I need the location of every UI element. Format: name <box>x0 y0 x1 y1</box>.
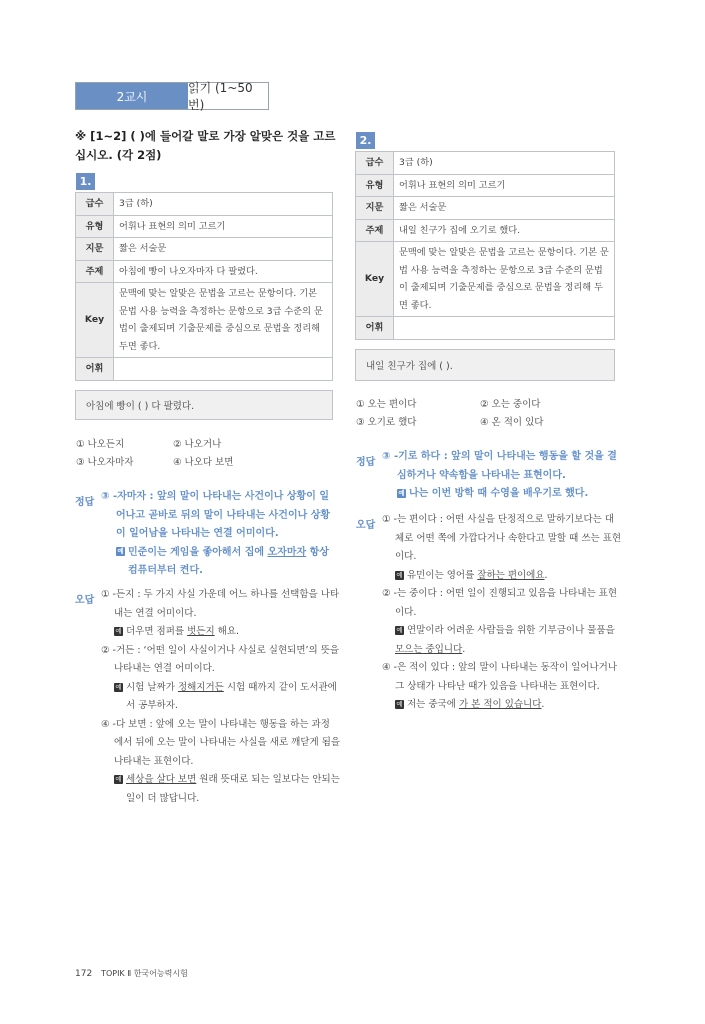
q2-wrong-list <box>382 511 622 715</box>
question-1-prompt: 아침에 빵이 ( ) 다 팔렸다. <box>75 390 333 420</box>
info-row <box>356 317 615 340</box>
q1-answer <box>101 488 341 581</box>
section-title: 읽기 (1~50번) <box>188 83 268 109</box>
info-value <box>114 358 333 381</box>
info-value <box>394 317 615 340</box>
info-key: 지문 <box>76 238 114 261</box>
option[interactable]: ④ 온 적이 있다 <box>480 417 544 428</box>
info-key: 급수 <box>76 193 114 216</box>
wrong-item: ① -든지 : 두 가지 사실 가운데 어느 하나를 선택함을 나타 내는 연결 어미이다. 예 더우면 점퍼를 벗든지 해요. <box>101 589 340 637</box>
info-key: 유형 <box>356 174 394 197</box>
answer-line: ③ -자마자 : 앞의 말이 나타내는 사건이나 상황이 일 <box>101 491 330 502</box>
option[interactable]: ② 나오거나 <box>173 439 222 450</box>
section-header <box>75 82 269 110</box>
info-row <box>356 242 615 317</box>
example-icon: 예 <box>398 488 405 497</box>
info-value: 아침에 빵이 나오자마자 다 팔렸다. <box>114 260 333 283</box>
question-1-number: 1. <box>76 173 95 190</box>
info-value: 3급 (하) <box>114 193 333 216</box>
answer-line: 어나고 곧바로 뒤의 말이 나타내는 사건이나 상황 <box>116 509 331 521</box>
info-key: 지문 <box>356 197 394 220</box>
question-1-info-table <box>75 192 333 381</box>
info-row <box>356 219 615 242</box>
session-label: 2교시 <box>76 83 188 109</box>
option[interactable]: ④ 나오다 보면 <box>173 457 234 468</box>
example-icon: 예 <box>396 570 403 579</box>
option[interactable]: ① 나오든지 <box>76 439 125 450</box>
question-2-number: 2. <box>356 132 375 149</box>
q2-answer <box>382 448 622 504</box>
info-key: Key <box>76 283 114 358</box>
wrong-item: ① -는 편이다 : 어떤 사실을 단정적으로 말하기보다는 대 체로 어떤 쪽에 가깝다거나 속한다고 말할 때 쓰는 표현 이다. 예 유민이는 영어를 잘하는 편이에요. <box>382 514 622 581</box>
page-number: 172 <box>75 969 93 979</box>
answer-line: ③ -기로 하다 : 앞의 말이 나타내는 행동을 할 것을 결 <box>382 451 617 462</box>
info-row <box>76 260 333 283</box>
example-icon: 예 <box>115 775 122 784</box>
info-key: 유형 <box>76 215 114 238</box>
info-value: 짧은 서술문 <box>394 197 615 220</box>
info-key: 주제 <box>76 260 114 283</box>
example-icon: 예 <box>115 682 122 691</box>
info-value: 문맥에 맞는 알맞은 문법을 고르는 문항이다. 기본 문법 사용 능력을 측정하는 문항으로 3급 수준의 문법이 출제되며 기출문제를 중심으로 문법을 정리해 두면 좋다. <box>114 283 333 358</box>
question-2-options <box>356 396 606 432</box>
q2-wrong-label: 오답 <box>356 520 376 531</box>
example-icon: 예 <box>115 627 122 636</box>
info-key: 어휘 <box>356 317 394 340</box>
info-value: 내일 친구가 집에 오기로 했다. <box>394 219 615 242</box>
question-2-prompt: 내일 친구가 집에 ( ). <box>355 349 615 381</box>
info-key: 급수 <box>356 152 394 175</box>
info-value: 어휘나 표현의 의미 고르기 <box>114 215 333 238</box>
answer-example: 예 나는 이번 방학 때 수영을 배우기로 했다. <box>398 488 589 499</box>
info-row <box>76 193 333 216</box>
wrong-item: ② -는 중이다 : 어떤 일이 진행되고 있음을 나타내는 표현 이다. 예 연말이라 어려운 사람들을 위한 기부금이나 물품을 모으는 중입니다. <box>382 588 618 655</box>
question-1-options <box>76 436 326 472</box>
q2-answer-label: 정답 <box>356 457 376 468</box>
option[interactable]: ③ 나오자마자 <box>76 457 134 468</box>
q1-wrong-label: 오답 <box>75 595 95 606</box>
option[interactable]: ② 오는 중이다 <box>480 399 541 410</box>
wrong-item: ② -거든 : ‘어떤 일이 사실이거나 사실로 실현되면’의 뜻을 나타내는 연결 어미이다. 예 시험 날짜가 정해지거든 시험 때까지 같이 도서관에 서 공부하자. <box>101 644 340 711</box>
info-value: 문맥에 맞는 알맞은 문법을 고르는 문항이다. 기본 문법 사용 능력을 측정하는 문항으로 3급 수준의 문법이 출제되며 기출문제를 중심으로 문법을 정리해 두면 좋다. <box>394 242 615 317</box>
answer-example-cont: 컴퓨터부터 켠다. <box>128 565 203 576</box>
info-row <box>76 283 333 358</box>
answer-line: 심하거나 약속함을 나타내는 표현이다. <box>397 469 566 481</box>
answer-line: 이 일어남을 나타내는 연결 어미이다. <box>116 528 279 539</box>
option[interactable]: ① 오는 편이다 <box>356 399 417 410</box>
example-icon: 예 <box>396 700 403 709</box>
option[interactable]: ③ 오기로 했다 <box>356 417 417 428</box>
info-value: 짧은 서술문 <box>114 238 333 261</box>
footer-title: TOPIK Ⅱ 한국어능력시험 <box>101 969 188 978</box>
answer-example: 예 민준이는 게임을 좋아해서 집에 오자마자 항상 <box>117 546 329 558</box>
info-row <box>356 152 615 175</box>
wrong-item: ④ -다 보면 : 앞에 오는 말이 나타내는 행동을 하는 과정 에서 뒤에 오는 말이 나타내는 사실을 새로 깨닫게 됨을 나타내는 표현이다. 예 세상을 살다 보면 원래 뜻대로 되는 일보다는 안되는 일이 더 많답니다. <box>101 718 341 804</box>
example-icon: 예 <box>396 626 403 635</box>
wrong-item: ④ -은 적이 있다 : 앞의 말이 나타내는 동작이 일어나거나 그 상태가 나타난 때가 있음을 나타내는 표현이다. 예 저는 중국에 가 본 적이 있습니다. <box>382 662 618 710</box>
info-row <box>76 358 333 381</box>
info-value: 어휘나 표현의 의미 고르기 <box>394 174 615 197</box>
info-row <box>356 197 615 220</box>
info-row <box>76 215 333 238</box>
info-key: Key <box>356 242 394 317</box>
info-key: 주제 <box>356 219 394 242</box>
info-key: 어휘 <box>76 358 114 381</box>
example-icon: 예 <box>117 547 124 556</box>
instruction: ※ [1~2] ( )에 들어갈 말로 가장 알맞은 것을 고르십시오. (각 2점) <box>75 129 336 162</box>
question-2-info-table <box>355 151 615 340</box>
info-value: 3급 (하) <box>394 152 615 175</box>
page-footer <box>75 968 188 979</box>
q1-answer-label: 정답 <box>75 497 95 508</box>
info-row <box>356 174 615 197</box>
info-row <box>76 238 333 261</box>
q1-wrong-list <box>101 586 341 808</box>
